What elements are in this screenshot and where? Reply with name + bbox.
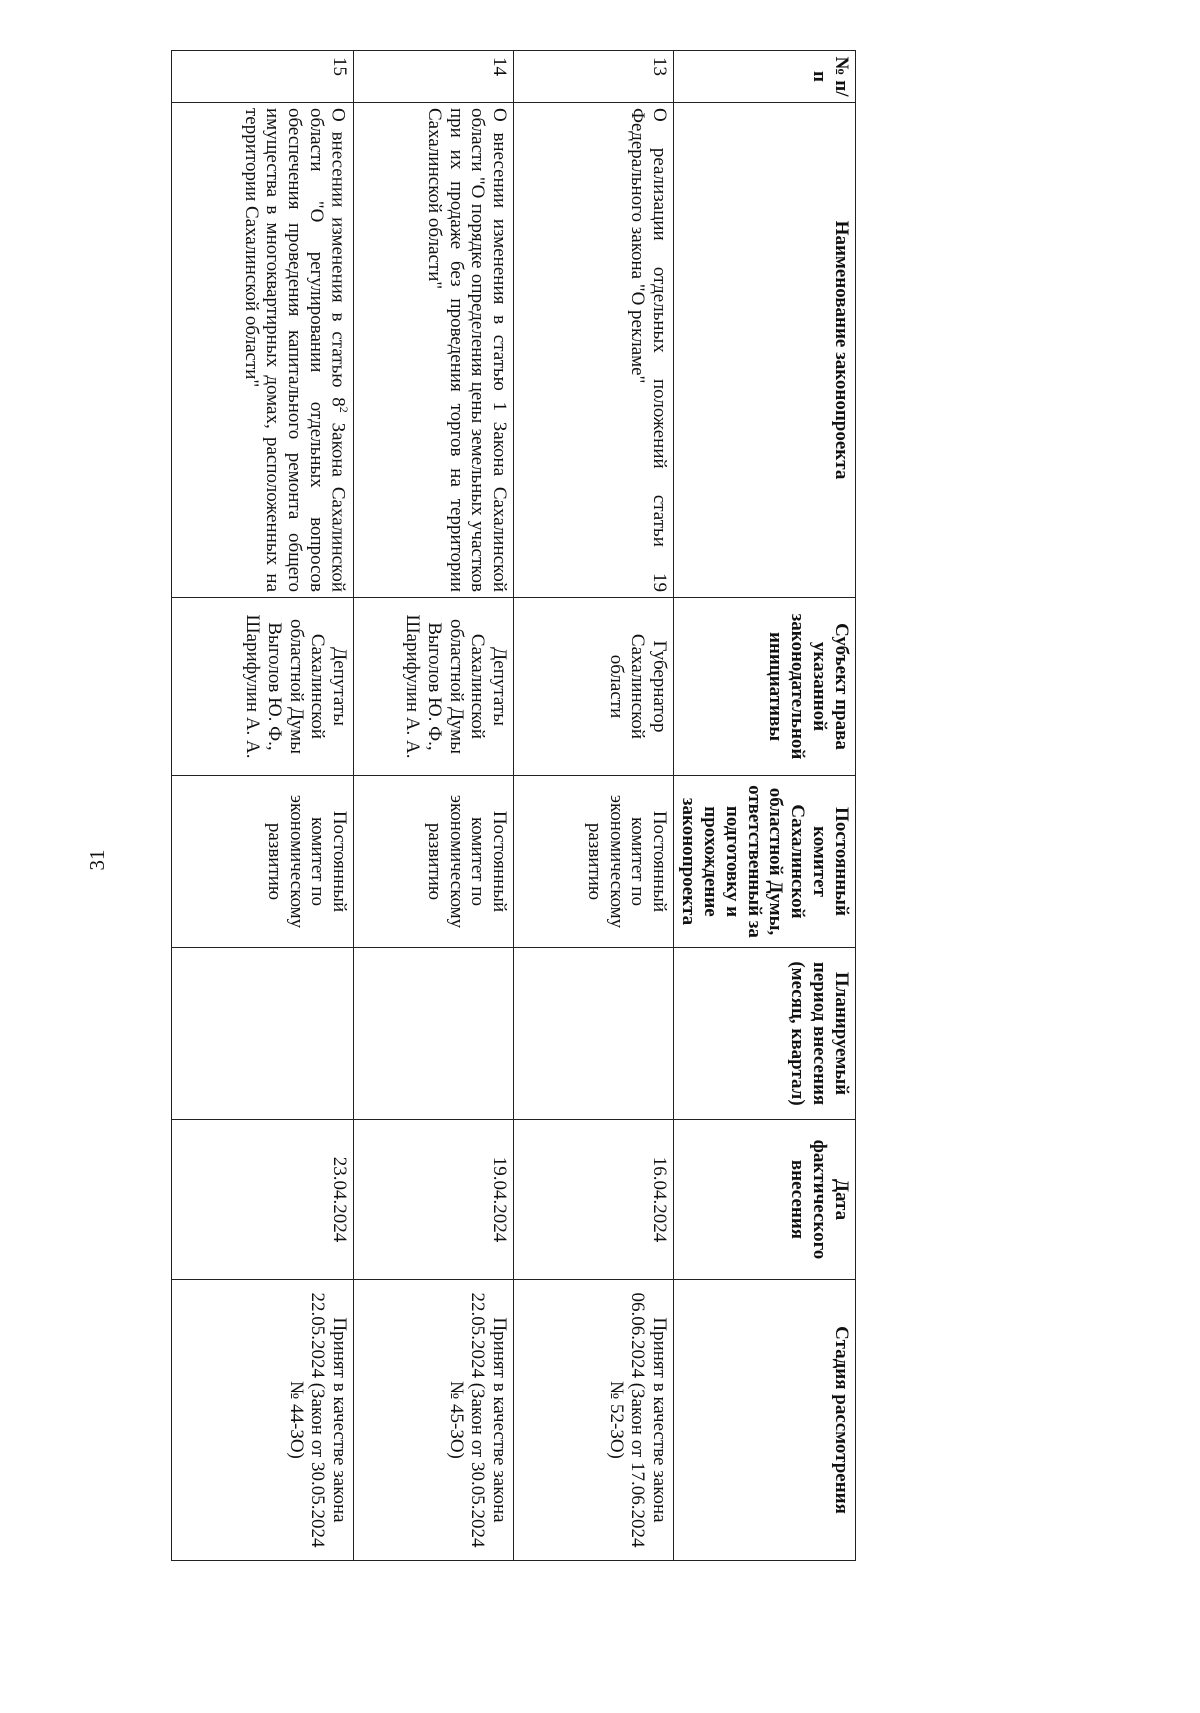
row-name-superscript: 2: [337, 406, 352, 413]
row-actual: 23.04.2024: [172, 1120, 354, 1280]
row-committee: Постоянный комитет по экономическому развитию: [354, 776, 514, 948]
header-name: Наименование законопроекта: [674, 103, 856, 598]
row-num: 14: [354, 51, 514, 103]
table-row: [354, 51, 514, 1561]
row-stage: Принят в качестве закона 22.05.2024 (Закон от 30.05.2024 № 44-ЗО): [172, 1280, 354, 1561]
header-stage: Стадия рассмотрения: [674, 1280, 856, 1561]
header-subject: Субъект права указанной законодательной инициативы: [674, 598, 856, 776]
row-name-part: О внесении изменения в статью 8: [327, 108, 349, 407]
row-planned: [354, 948, 514, 1120]
page-number: 31: [85, 849, 109, 871]
header-planned: Планируемый период внесения (месяц, квартал): [674, 948, 856, 1120]
table-row: [514, 51, 674, 1561]
row-planned: [514, 948, 674, 1120]
bills-table: [171, 50, 856, 1561]
row-actual: 16.04.2024: [514, 1120, 674, 1280]
row-committee: Постоянный комитет по экономическому развитию: [514, 776, 674, 948]
row-subject: Депутаты Сахалинской областной Думы Выголов Ю. Ф., Шарифулин А. А.: [172, 598, 354, 776]
row-stage: Принят в качестве закона 22.05.2024 (Закон от 30.05.2024 № 45-ЗО): [354, 1280, 514, 1561]
row-subject: Губернатор Сахалинской области: [514, 598, 674, 776]
header-num: № п/п: [674, 51, 856, 103]
header-actual: Дата фактического внесения: [674, 1120, 856, 1280]
row-planned: [172, 948, 354, 1120]
rotated-table-sheet: [126, 50, 856, 1560]
row-committee: Постоянный комитет по экономическому развитию: [172, 776, 354, 948]
row-num: 13: [514, 51, 674, 103]
header-committee: Постоянный комитет Сахалинской областной Думы, ответственный за подготовку и прохождение законопроекта: [674, 776, 856, 948]
row-subject: Депутаты Сахалинской областной Думы Выголов Ю. Ф., Шарифулин А. А.: [354, 598, 514, 776]
row-name-part: Закона Сахалинской области "О регулировании отдельных вопросов обеспечения проведения капитального ремонта общего имущества в многоквартирных домах, расположенных на территории Сахалинской области": [240, 108, 349, 592]
row-num: 15: [172, 51, 354, 103]
table-row: [172, 51, 354, 1561]
row-name: [172, 103, 354, 598]
table-header-row: [674, 51, 856, 1561]
row-name: О внесении изменения в статью 1 Закона Сахалинской области "О порядке определения цены земельных участков при их продаже без проведения торгов на территории Сахалинской области": [354, 103, 514, 598]
row-name: О реализации отдельных положений статьи 19 Федерального закона "О рекламе": [514, 103, 674, 598]
row-actual: 19.04.2024: [354, 1120, 514, 1280]
row-stage: Принят в качестве закона 06.06.2024 (Закон от 17.06.2024 № 52-ЗО): [514, 1280, 674, 1561]
